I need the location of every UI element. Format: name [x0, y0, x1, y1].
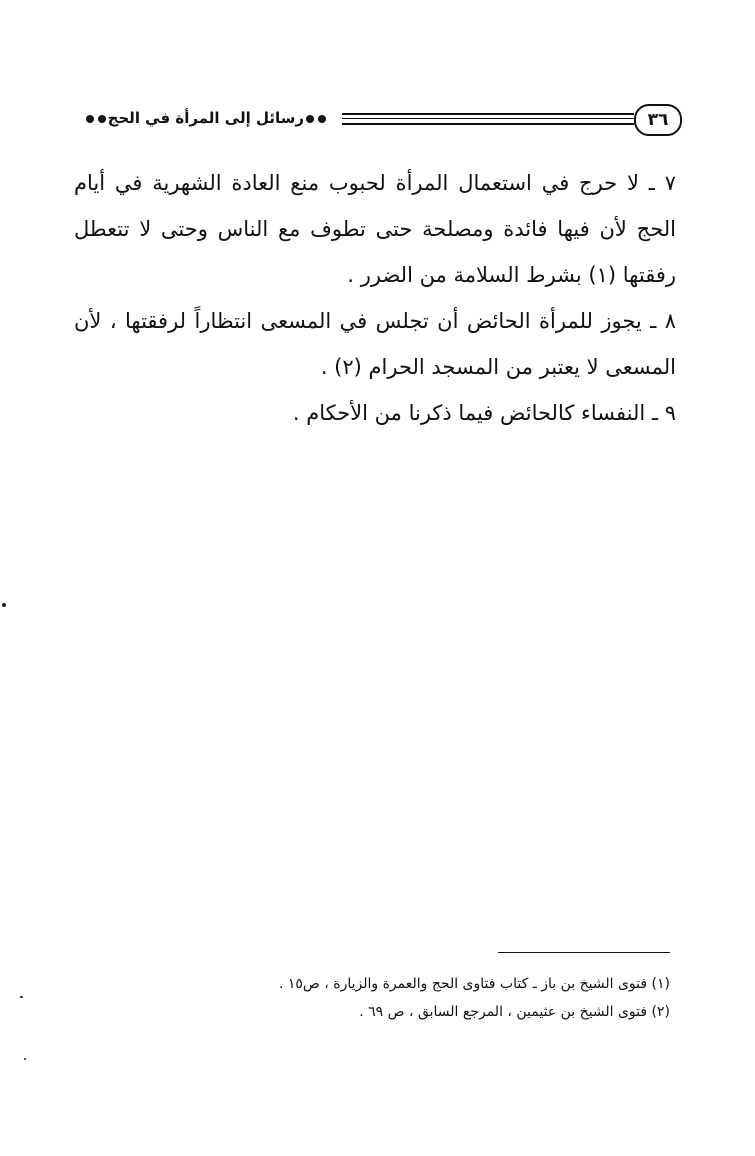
- header-rule: [342, 123, 634, 125]
- ornament-dot: [98, 115, 106, 123]
- footnote-1: (١) فتوى الشيخ بن باز ـ كتاب فتاوى الحج والعمرة والزيارة ، ص١٥ .: [278, 976, 670, 992]
- paragraph-8: ٨ ـ يجوز للمرأة الحائض أن تجلس في المسعى انتظاراً لرفقتها ، لأن المسعى لا يعتبر من المسجد الحرام (٢) .: [74, 309, 676, 379]
- page-number: ٣٦: [634, 104, 682, 136]
- header-rule: [342, 118, 634, 119]
- running-title: رسائل إلى المرأة في الحج: [107, 109, 304, 127]
- body-text: [74, 160, 676, 436]
- paragraph-9: ٩ ـ النفساء كالحائض فيما ذكرنا من الأحكام .: [292, 401, 676, 425]
- ornament-dots-right: [306, 115, 326, 125]
- scan-speck: [24, 1058, 26, 1060]
- footnote-separator: [498, 952, 670, 953]
- ornament-dot: [318, 115, 326, 123]
- scan-speck: [2, 603, 6, 607]
- scan-speck: [20, 996, 23, 998]
- ornament-dot: [86, 115, 94, 123]
- page-header: [80, 104, 682, 138]
- footnotes: [150, 970, 670, 1026]
- header-rule: [342, 113, 634, 115]
- ornament-dot: [306, 115, 314, 123]
- ornament-dots-left: [86, 115, 106, 125]
- paragraph-7: ٧ ـ لا حرج في استعمال المرأة لحبوب منع العادة الشهرية في أيام الحج لأن فيها فائدة ومصلحة حتى تطوف مع الناس وحتى لا تتعطل رفقتها (١) بشرط السلامة من الضرر .: [74, 171, 676, 287]
- footnote-2: (٢) فتوى الشيخ بن عثيمين ، المرجع السابق ، ص ٦٩ .: [359, 1004, 670, 1020]
